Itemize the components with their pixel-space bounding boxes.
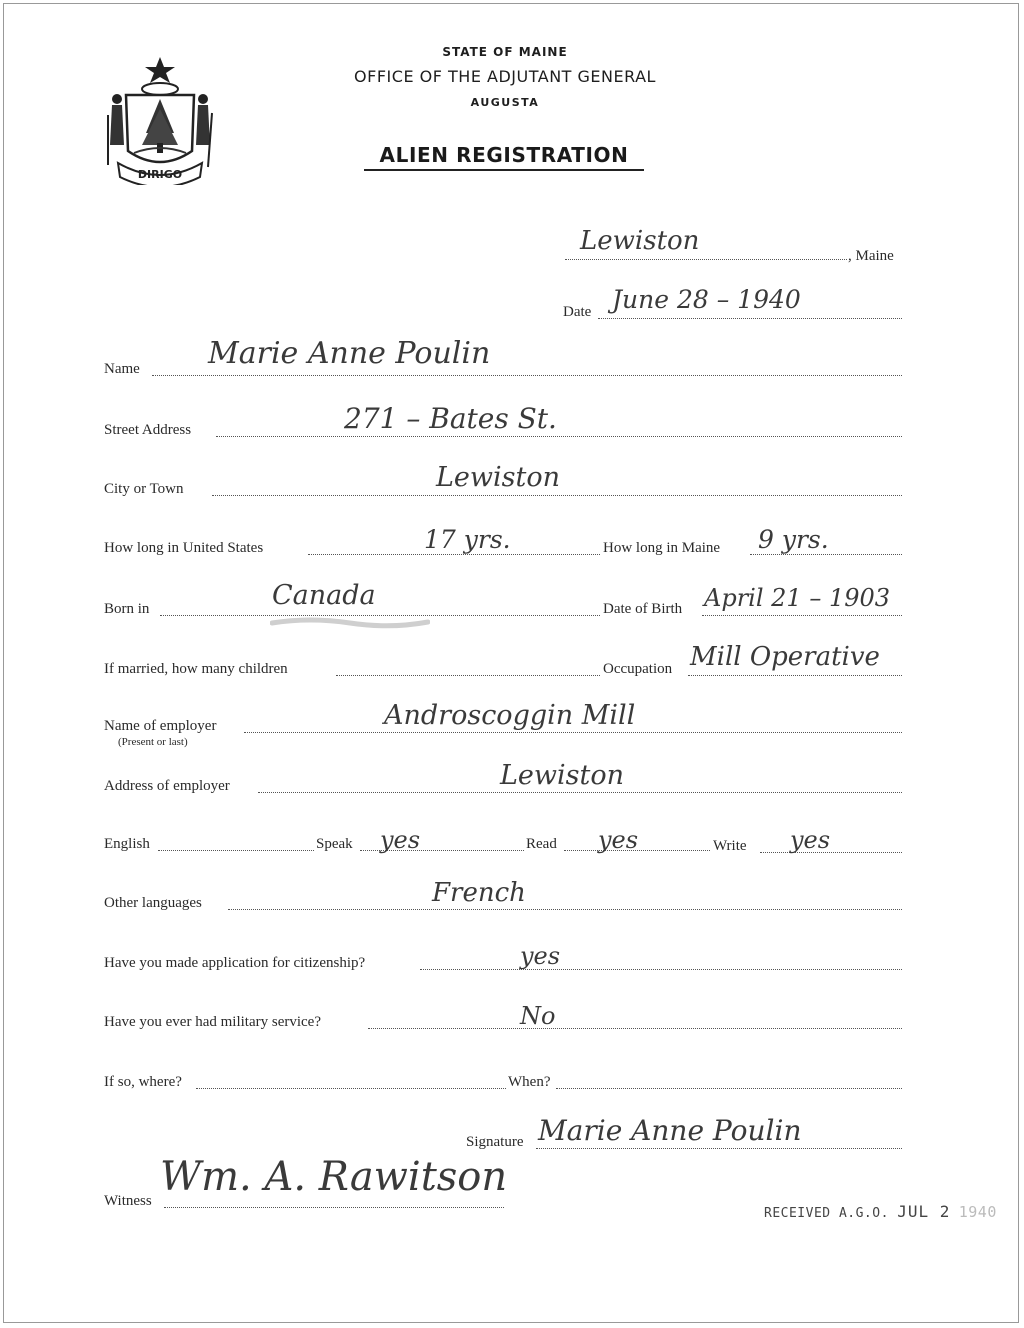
other-languages-label: Other languages (104, 895, 202, 911)
read-label: Read (526, 836, 557, 852)
english-label: English (104, 836, 150, 852)
how-long-maine-value[interactable]: 9 yrs. (758, 525, 829, 554)
maine-seal-icon (104, 55, 216, 185)
stamp-date: JUL 2 (897, 1202, 951, 1221)
employer-address-label: Address of employer (104, 778, 230, 794)
city-heading: AUGUSTA (470, 96, 540, 109)
employer-address-value[interactable]: Lewiston (500, 760, 625, 791)
occupation-value[interactable]: Mill Operative (690, 642, 880, 672)
stamp-text: RECEIVED A.G.O. (764, 1206, 889, 1221)
city-label: City or Town (104, 481, 184, 497)
military-line (368, 1028, 902, 1029)
witness-line (164, 1207, 504, 1208)
signature-line (536, 1148, 902, 1149)
received-stamp (764, 1202, 997, 1221)
form-title: ALIEN REGISTRATION (364, 143, 644, 171)
stamp-year: 1940 (958, 1203, 997, 1221)
when-label: When? (508, 1074, 551, 1090)
how-long-us-line (308, 554, 600, 555)
military-label: Have you ever had military service? (104, 1014, 321, 1030)
name-label: Name (104, 361, 140, 377)
date-value[interactable]: June 28 – 1940 (612, 285, 801, 314)
citizenship-line (420, 969, 902, 970)
name-line (152, 375, 902, 376)
street-label: Street Address (104, 422, 192, 438)
when-line (556, 1088, 902, 1089)
born-in-label: Born in (104, 601, 150, 617)
military-value[interactable]: No (520, 1002, 556, 1030)
how-long-maine-label: How long in Maine (603, 540, 721, 556)
employer-sublabel: (Present or last) (118, 736, 188, 748)
occupation-line (688, 675, 902, 676)
write-value[interactable]: yes (790, 826, 831, 854)
dob-value[interactable]: April 21 – 1903 (704, 584, 891, 612)
date-label: Date (563, 304, 592, 320)
street-value[interactable]: 271 – Bates St. (344, 402, 557, 435)
english-line (158, 850, 314, 851)
state-heading: STATE OF MAINE (442, 45, 568, 59)
place-suffix: , Maine (848, 248, 894, 264)
children-label: If married, how many children (104, 661, 288, 677)
witness-value[interactable]: Wm. A. Rawitson (160, 1154, 508, 1200)
occupation-label: Occupation (603, 661, 673, 677)
where-line (196, 1088, 506, 1089)
date-line (598, 318, 902, 319)
write-label: Write (713, 838, 747, 854)
citizenship-label: Have you made application for citizenship? (104, 955, 366, 971)
street-line (216, 436, 902, 437)
born-in-value[interactable]: Canada (272, 580, 376, 611)
how-long-us-value[interactable]: 17 yrs. (424, 525, 511, 554)
employer-address-line (258, 792, 902, 793)
city-value[interactable]: Lewiston (436, 462, 561, 493)
citizenship-value[interactable]: yes (520, 942, 561, 970)
how-long-us-label: How long in United States (104, 540, 264, 556)
other-languages-line (228, 909, 902, 910)
other-languages-value[interactable]: French (432, 878, 526, 908)
place-value[interactable]: Lewiston (580, 226, 700, 256)
children-line (336, 675, 600, 676)
write-line (760, 852, 902, 853)
where-label: If so, where? (104, 1074, 182, 1090)
place-line (565, 259, 847, 260)
employer-line (244, 732, 902, 733)
speak-value[interactable]: yes (380, 826, 421, 854)
read-value[interactable]: yes (598, 826, 639, 854)
office-heading: OFFICE OF THE ADJUTANT GENERAL (354, 67, 656, 86)
employer-label: Name of employer (104, 718, 217, 734)
signature-label: Signature (466, 1134, 524, 1150)
dob-label: Date of Birth (603, 601, 683, 617)
name-value[interactable]: Marie Anne Poulin (208, 336, 491, 371)
city-line (212, 495, 902, 496)
witness-label: Witness (104, 1193, 152, 1209)
employer-value[interactable]: Androscoggin Mill (384, 700, 636, 731)
seal-motto: DIRIGO (137, 168, 183, 181)
speak-label: Speak (316, 836, 353, 852)
how-long-maine-line (750, 554, 902, 555)
signature-value[interactable]: Marie Anne Poulin (538, 1114, 802, 1147)
smudge-mark (270, 615, 430, 629)
dob-line (702, 615, 902, 616)
